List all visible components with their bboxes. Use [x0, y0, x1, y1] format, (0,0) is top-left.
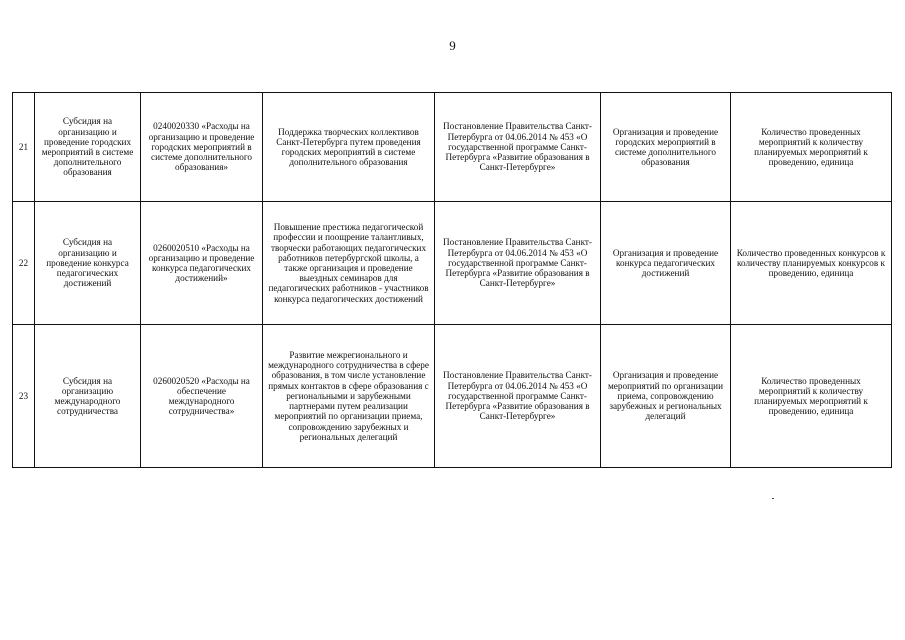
subsidy-name-cell: Субсидия на организацию международного сотрудничества — [35, 325, 141, 468]
row-number: 21 — [13, 93, 35, 202]
budget-code-cell: 0240020330 «Расходы на организацию и проведение городских мероприятий в системе дополнительного образования» — [141, 93, 263, 202]
indicator-cell: Количество проведенных мероприятий к количеству планируемых мероприятий к проведению, единица — [731, 93, 892, 202]
budget-code-cell: 0260020520 «Расходы на обеспечение международного сотрудничества» — [141, 325, 263, 468]
subsidy-table — [12, 92, 892, 468]
row-number: 23 — [13, 325, 35, 468]
indicator-cell: Количество проведенных конкурсов к количеству планируемых конкурсов к проведению, единица — [731, 202, 892, 325]
legal-basis-cell: Постановление Правительства Санкт-Петербурга от 04.06.2014 № 453 «О государственной программе Санкт-Петербурга «Развитие образования в Санкт-Петербурге» — [435, 93, 601, 202]
indicator-cell: Количество проведенных мероприятий к количеству планируемых мероприятий к проведению, единица — [731, 325, 892, 468]
legal-basis-cell: Постановление Правительства Санкт-Петербурга от 04.06.2014 № 453 «О государственной программе Санкт-Петербурга «Развитие образования в Санкт-Петербурге» — [435, 325, 601, 468]
purpose-cell: Повышение престижа педагогической профессии и поощрение талантливых, творчески работающих педагогических работников петербургской школы, а также организация и проведение выездных семинаров для педагогических работников - участников конкурса педагогических достижений — [263, 202, 435, 325]
direction-cell: Организация и проведение мероприятий по организации приема, сопровождению зарубежных и региональных делегаций — [601, 325, 731, 468]
table-row — [13, 325, 892, 468]
subsidy-name-cell: Субсидия на организацию и проведение конкурса педагогических достижений — [35, 202, 141, 325]
legal-basis-cell: Постановление Правительства Санкт-Петербурга от 04.06.2014 № 453 «О государственной программе Санкт-Петербурга «Развитие образования в Санкт-Петербурге» — [435, 202, 601, 325]
table-row — [13, 202, 892, 325]
table-row — [13, 93, 892, 202]
budget-code-cell: 0260020510 «Расходы на организацию и проведение конкурса педагогических достижений» — [141, 202, 263, 325]
purpose-cell: Развитие межрегионального и международного сотрудничества в сфере образования, в том числе установление прямых контактов в сфере образования с региональными и зарубежными партнерами путем реализации мероприятий по организации приема, сопровождению зарубежных и региональных делегаций — [263, 325, 435, 468]
subsidy-name-cell: Субсидия на организацию и проведение городских мероприятий в системе дополнительного образования — [35, 93, 141, 202]
direction-cell: Организация и проведение конкурса педагогических достижений — [601, 202, 731, 325]
scan-artifact — [772, 498, 774, 499]
row-number: 22 — [13, 202, 35, 325]
direction-cell: Организация и проведение городских мероприятий в системе дополнительного образования — [601, 93, 731, 202]
purpose-cell: Поддержка творческих коллективов Санкт-Петербурга путем проведения городских мероприятий в системе дополнительного образования — [263, 93, 435, 202]
page-number: 9 — [449, 38, 456, 53]
